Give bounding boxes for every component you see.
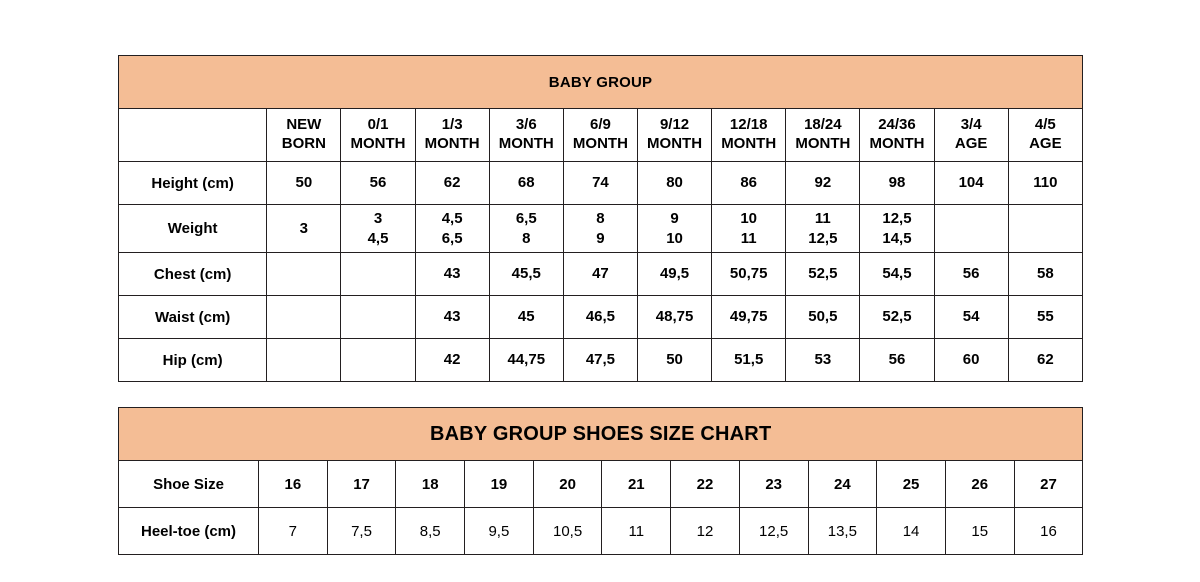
- cell-value: 55: [1037, 308, 1054, 326]
- cell-heel-toe-4: 9,5: [465, 508, 534, 555]
- cell-hip-0-1: [341, 339, 415, 382]
- cell-waist-1-3: [415, 296, 489, 339]
- cell-value: 49,5: [659, 265, 690, 283]
- cell-weight-newborn: [267, 205, 341, 253]
- header-12-18-month-line2: MONTH: [721, 135, 777, 152]
- cell-chest-3-6: [489, 253, 563, 296]
- cell-weight-4-5: [1008, 205, 1082, 253]
- cell-weight-3-4: [934, 205, 1008, 253]
- cell-value: 50: [666, 351, 683, 369]
- cell-value-max: 11: [740, 229, 757, 247]
- cell-waist-newborn: [267, 296, 341, 339]
- cell-weight-18-24: [786, 205, 860, 253]
- cell-chest-18-24: [786, 253, 860, 296]
- cell-heel-toe-7: 12: [671, 508, 740, 555]
- header-newborn-line1: NEW: [286, 116, 322, 134]
- table-spacer: [118, 382, 1083, 407]
- header-18-24-month-line2: MONTH: [795, 135, 851, 152]
- cell-hip-24-36: [860, 339, 934, 382]
- cell-waist-4-5: [1008, 296, 1082, 339]
- cell-height-9-12: [637, 162, 711, 205]
- cell-value: 3: [299, 219, 309, 237]
- cell-value: 50: [295, 174, 313, 192]
- cell-shoe-size-7: 22: [671, 461, 740, 508]
- baby-group-shoes-title: BABY GROUP SHOES SIZE CHART: [119, 408, 1083, 461]
- cell-weight-0-1: [341, 205, 415, 253]
- header-12-18-month-line1: 12/18: [729, 116, 768, 134]
- cell-value: 56: [962, 265, 980, 283]
- cell-chest-newborn: [267, 253, 341, 296]
- header-4-5-age-line2: AGE: [1029, 135, 1062, 152]
- table-row: [119, 253, 1083, 296]
- cell-weight-6-9: [563, 205, 637, 253]
- cell-shoe-size-6: 21: [602, 461, 671, 508]
- cell-heel-toe-12: 16: [1014, 508, 1083, 555]
- row-label-weight: Weight: [119, 205, 267, 253]
- cell-value: 47: [592, 265, 609, 283]
- baby-group-size-table: [118, 55, 1083, 382]
- cell-value: 58: [1037, 265, 1054, 283]
- table-row: [119, 461, 1083, 508]
- cell-hip-newborn: [267, 339, 341, 382]
- cell-shoe-size-11: 26: [945, 461, 1014, 508]
- cell-waist-12-18: [712, 296, 786, 339]
- cell-value: 68: [517, 174, 535, 192]
- cell-shoe-size-9: 24: [808, 461, 877, 508]
- cell-heel-toe-6: 11: [602, 508, 671, 555]
- cell-value: 54: [962, 308, 980, 326]
- table-row: [119, 205, 1083, 253]
- header-1-3-month-line2: MONTH: [424, 135, 480, 152]
- cell-value-min: 3: [373, 210, 383, 227]
- row-label-waist: Waist (cm): [119, 296, 267, 339]
- table-row: [119, 162, 1083, 205]
- cell-value-min: 9: [670, 210, 679, 227]
- cell-value: 44,75: [507, 351, 546, 369]
- cell-value: 74: [592, 174, 609, 192]
- cell-heel-toe-11: 15: [945, 508, 1014, 555]
- table-title-row: [119, 56, 1083, 109]
- cell-weight-12-18: [712, 205, 786, 253]
- cell-value: 43: [443, 308, 461, 326]
- cell-waist-18-24: [786, 296, 860, 339]
- header-1-3-month-line1: 1/3: [441, 116, 463, 134]
- row-label-height: Height (cm): [119, 162, 267, 205]
- header-12-18-month: [712, 109, 786, 162]
- cell-shoe-size-8: 23: [739, 461, 808, 508]
- table-header-row: [119, 109, 1083, 162]
- header-9-12-month-line1: 9/12: [659, 116, 690, 134]
- header-24-36-month-line2: MONTH: [869, 135, 925, 152]
- header-3-6-month-line2: MONTH: [498, 135, 554, 152]
- cell-heel-toe-2: 7,5: [327, 508, 396, 555]
- cell-value: 42: [443, 351, 461, 369]
- header-24-36-month: [860, 109, 934, 162]
- cell-hip-9-12: [637, 339, 711, 382]
- cell-heel-toe-3: 8,5: [396, 508, 465, 555]
- cell-value: 45,5: [511, 265, 541, 283]
- row-label-hip: Hip (cm): [119, 339, 267, 382]
- cell-chest-24-36: [860, 253, 934, 296]
- cell-shoe-size-1: 16: [259, 461, 328, 508]
- cell-chest-4-5: [1008, 253, 1082, 296]
- cell-chest-0-1: [341, 253, 415, 296]
- table-row: [119, 339, 1083, 382]
- cell-value: 92: [814, 174, 832, 192]
- header-1-3-month: [415, 109, 489, 162]
- shoes-title-row: [119, 408, 1083, 461]
- cell-hip-3-6: [489, 339, 563, 382]
- header-3-4-age-line2: AGE: [954, 135, 988, 152]
- cell-hip-1-3: [415, 339, 489, 382]
- cell-shoe-size-10: 25: [877, 461, 946, 508]
- cell-heel-toe-10: 14: [877, 508, 946, 555]
- header-4-5-age: [1008, 109, 1082, 162]
- header-newborn-line2: BORN: [281, 135, 326, 152]
- cell-waist-9-12: [637, 296, 711, 339]
- cell-value: 49,75: [729, 308, 768, 326]
- cell-value: 56: [369, 174, 387, 192]
- cell-hip-12-18: [712, 339, 786, 382]
- row-label-heel-toe: Heel-toe (cm): [119, 508, 259, 555]
- header-3-6-month-line1: 3/6: [515, 116, 537, 134]
- cell-shoe-size-2: 17: [327, 461, 396, 508]
- cell-value-max: 10: [666, 229, 683, 247]
- cell-value: 98: [888, 174, 906, 192]
- cell-chest-12-18: [712, 253, 786, 296]
- cell-chest-9-12: [637, 253, 711, 296]
- header-0-1-month-line2: MONTH: [350, 135, 406, 152]
- header-3-4-age-line1: 3/4: [960, 116, 982, 134]
- cell-value: 104: [958, 174, 984, 192]
- cell-height-3-6: [489, 162, 563, 205]
- header-6-9-month: [563, 109, 637, 162]
- table-row: [119, 296, 1083, 339]
- cell-heel-toe-8: 12,5: [739, 508, 808, 555]
- cell-shoe-size-12: 27: [1014, 461, 1083, 508]
- cell-heel-toe-1: 7: [259, 508, 328, 555]
- cell-value: 110: [1033, 174, 1058, 192]
- cell-chest-6-9: [563, 253, 637, 296]
- cell-value: 46,5: [585, 308, 616, 326]
- cell-value-max: 6,5: [441, 229, 463, 247]
- cell-value-max: 12,5: [808, 229, 838, 247]
- header-24-36-month-line1: 24/36: [878, 116, 916, 134]
- cell-value: 53: [814, 351, 832, 369]
- cell-value: 43: [443, 265, 461, 283]
- cell-value: 62: [443, 174, 461, 192]
- cell-height-6-9: [563, 162, 637, 205]
- cell-hip-18-24: [786, 339, 860, 382]
- header-0-1-month: [341, 109, 415, 162]
- cell-value-min: 6,5: [515, 210, 537, 227]
- cell-height-newborn: [267, 162, 341, 205]
- cell-waist-3-6: [489, 296, 563, 339]
- header-4-5-age-line1: 4/5: [1034, 116, 1056, 134]
- baby-group-title: BABY GROUP: [119, 56, 1083, 109]
- header-18-24-month: [786, 109, 860, 162]
- baby-group-shoes-size-table: [118, 407, 1083, 555]
- cell-value: 54,5: [882, 265, 912, 283]
- cell-hip-4-5: [1008, 339, 1082, 382]
- cell-value: 60: [962, 351, 980, 369]
- cell-hip-6-9: [563, 339, 637, 382]
- cell-heel-toe-9: 13,5: [808, 508, 877, 555]
- cell-value: 52,5: [882, 308, 912, 326]
- cell-weight-9-12: [637, 205, 711, 253]
- cell-height-12-18: [712, 162, 786, 205]
- cell-value-max: 9: [596, 229, 605, 247]
- cell-value: 62: [1037, 351, 1054, 369]
- cell-value-min: 11: [814, 210, 831, 227]
- cell-waist-3-4: [934, 296, 1008, 339]
- cell-value-max: 14,5: [882, 229, 912, 247]
- cell-value-min: 8: [596, 210, 605, 227]
- header-9-12-month: [637, 109, 711, 162]
- cell-weight-3-6: [489, 205, 563, 253]
- size-chart-page: [118, 55, 1083, 555]
- cell-height-24-36: [860, 162, 934, 205]
- cell-value-min: 10: [740, 210, 758, 227]
- header-newborn: [267, 109, 341, 162]
- cell-value: 52,5: [808, 265, 838, 283]
- table-row: [119, 508, 1083, 555]
- header-6-9-month-line2: MONTH: [572, 135, 628, 152]
- cell-value: 48,75: [655, 308, 694, 326]
- cell-chest-3-4: [934, 253, 1008, 296]
- cell-height-3-4: [934, 162, 1008, 205]
- cell-weight-24-36: [860, 205, 934, 253]
- cell-waist-6-9: [563, 296, 637, 339]
- cell-shoe-size-4: 19: [465, 461, 534, 508]
- cell-chest-1-3: [415, 253, 489, 296]
- header-blank-cell: [119, 109, 267, 162]
- cell-heel-toe-5: 10,5: [533, 508, 602, 555]
- header-6-9-month-line1: 6/9: [589, 116, 611, 134]
- cell-value-min: 12,5: [882, 210, 912, 227]
- cell-value-max: 4,5: [367, 229, 389, 247]
- row-label-shoe-size: Shoe Size: [119, 461, 259, 508]
- header-9-12-month-line2: MONTH: [647, 135, 703, 152]
- cell-waist-0-1: [341, 296, 415, 339]
- cell-value: 51,5: [734, 351, 764, 369]
- header-18-24-month-line1: 18/24: [804, 116, 842, 134]
- header-3-6-month: [489, 109, 563, 162]
- header-0-1-month-line1: 0/1: [367, 116, 389, 134]
- cell-value: 50,5: [808, 308, 838, 326]
- cell-hip-3-4: [934, 339, 1008, 382]
- cell-height-1-3: [415, 162, 489, 205]
- cell-value: 86: [740, 174, 758, 192]
- cell-value: 50,75: [729, 265, 768, 283]
- cell-height-0-1: [341, 162, 415, 205]
- cell-value: 47,5: [585, 351, 616, 369]
- cell-weight-1-3: [415, 205, 489, 253]
- cell-shoe-size-3: 18: [396, 461, 465, 508]
- cell-value: 80: [666, 174, 683, 192]
- cell-value: 45: [517, 308, 535, 326]
- cell-waist-24-36: [860, 296, 934, 339]
- cell-shoe-size-5: 20: [533, 461, 602, 508]
- row-label-chest: Chest (cm): [119, 253, 267, 296]
- cell-value-min: 4,5: [441, 210, 463, 227]
- cell-height-18-24: [786, 162, 860, 205]
- cell-height-4-5: [1008, 162, 1082, 205]
- header-3-4-age: [934, 109, 1008, 162]
- cell-value: 56: [888, 351, 906, 369]
- cell-value-max: 8: [522, 229, 531, 247]
